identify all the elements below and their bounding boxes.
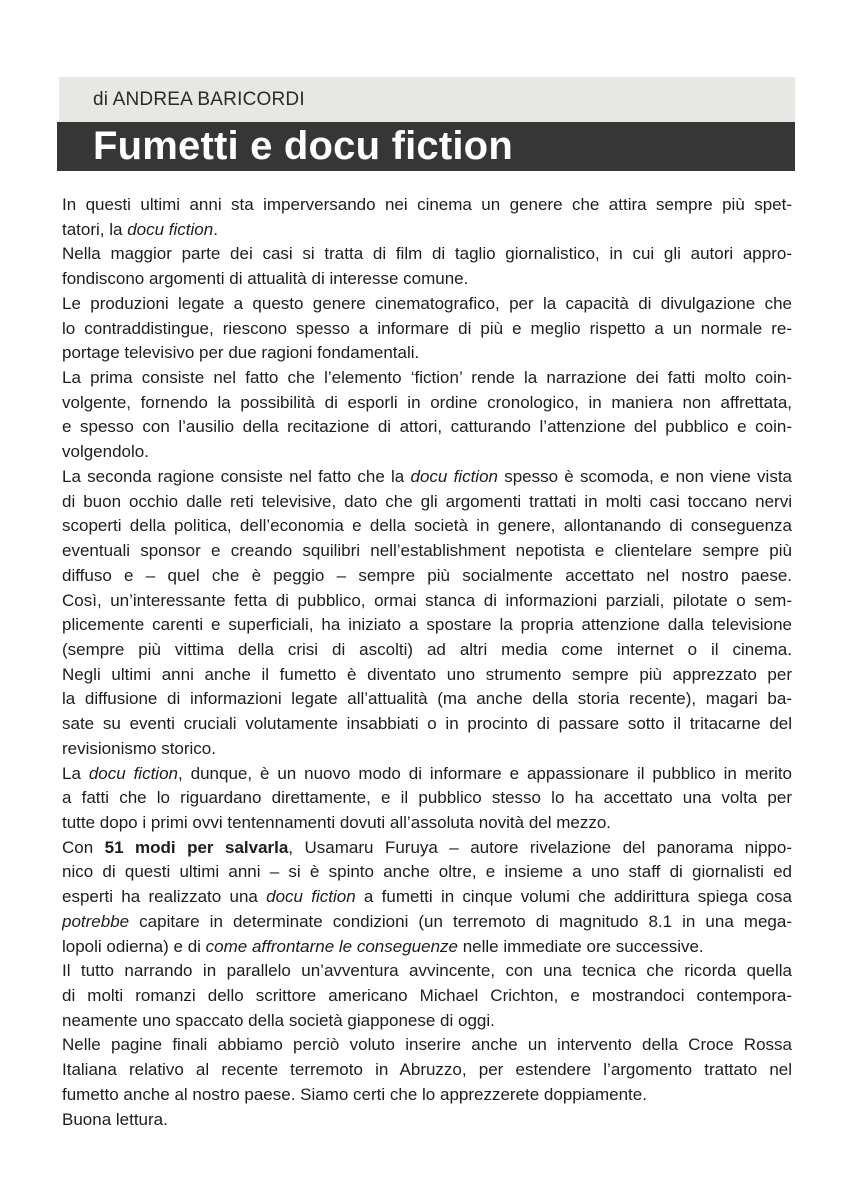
- text-line: tatori, la docu fiction.: [62, 219, 218, 239]
- text-line: lo contraddistingue, riescono spesso a informare di più e meglio rispetto a un normale re-: [62, 318, 792, 338]
- text-line: sate su eventi cruciali volutamente insabbiati o in procinto di passare sotto il tritacarne del: [62, 714, 792, 734]
- text-line: fondiscono argomenti di attualità di interesse comune.: [62, 269, 469, 289]
- text-line: volgente, fornendo la possibilità di esporli in ordine cronologico, in maniera non affrettata,: [62, 392, 792, 412]
- text-line: Con 51 modi per salvarla, Usamaru Furuya – autore rivelazione del panorama nippo-: [62, 837, 792, 857]
- page-title: Fumetti e docu fiction: [93, 124, 513, 168]
- text-line: scoperti della politica, dell’economia e della società in genere, allontanando di conseguenza: [62, 516, 792, 536]
- text-line: la diffusione di informazioni legate all’attualità (ma anche della storia recente), magari ba-: [62, 689, 792, 709]
- text-line: e spesso con l’ausilio della recitazione di attori, catturando l’attenzione del pubblico e coin-: [62, 417, 792, 437]
- text-line: Così, un’interessante fetta di pubblico, ormai stanca di informazioni parziali, pilotate o sem-: [62, 590, 792, 610]
- text-line: a fatti che lo riguardano direttamente, e il pubblico stesso lo ha accettato una volta per: [62, 788, 792, 808]
- text-line: Nelle pagine finali abbiamo perciò voluto inserire anche un intervento della Croce Rossa: [62, 1035, 792, 1055]
- text-line: Italiana relativo al recente terremoto in Abruzzo, per estendere l’argomento trattato nel: [62, 1060, 792, 1080]
- text-line: Nella maggior parte dei casi si tratta di film di taglio giornalistico, in cui gli autori appro-: [62, 244, 792, 264]
- title-bar: [57, 122, 795, 171]
- text-line: revisionismo storico.: [62, 738, 216, 758]
- text-line: esperti ha realizzato una docu fiction a fumetti in cinque volumi che addirittura spiega cosa: [62, 887, 792, 907]
- text-line: nico di questi ultimi anni – si è spinto anche oltre, e insieme a uno staff di giornalisti ed: [62, 862, 792, 882]
- text-line: volgendolo.: [62, 442, 149, 462]
- text-line: diffuso e – quel che è peggio – sempre più socialmente accettato nel nostro paese.: [62, 565, 792, 585]
- text-line: La prima consiste nel fatto che l’elemento ‘fiction’ rende la narrazione dei fatti molto coin-: [62, 368, 792, 388]
- text-line: plicemente carenti e superficiali, ha iniziato a spostare la propria attenzione dalla televisione: [62, 615, 792, 635]
- text-line: di buon occhio dalle reti televisive, dato che gli argomenti trattati in molti casi toccano nervi: [62, 491, 792, 511]
- text-line: Il tutto narrando in parallelo un’avventura avvincente, con una tecnica che ricorda quella: [62, 961, 792, 981]
- text-line: neamente uno spaccato della società giapponese di oggi.: [62, 1010, 495, 1030]
- text-line: Buona lettura.: [62, 1109, 168, 1129]
- text-line: potrebbe capitare in determinate condizioni (un terremoto di magnitudo 8.1 in una mega-: [62, 911, 792, 931]
- text-line: Negli ultimi anni anche il fumetto è diventato uno strumento sempre più apprezzato per: [62, 664, 792, 684]
- text-line: di molti romanzi dello scrittore americano Michael Crichton, e mostrandoci contempora-: [62, 986, 792, 1005]
- author-byline: di ANDREA BARICORDI: [93, 88, 305, 110]
- text-line: tutte dopo i primi ovvi tentennamenti dovuti all’assoluta novità del mezzo.: [62, 812, 612, 832]
- text-line: (sempre più vittima della crisi di ascolti) ad altri media come internet o il cinema.: [62, 639, 792, 659]
- text-line: La docu fiction, dunque, è un nuovo modo di informare e appassionare il pubblico in merito: [62, 763, 792, 783]
- text-line: Le produzioni legate a questo genere cinematografico, per la capacità di divulgazione che: [62, 293, 792, 313]
- text-line: lopoli odierna) e di come affrontarne le conseguenze nelle immediate ore successive.: [62, 936, 704, 956]
- text-line: fumetto anche al nostro paese. Siamo certi che lo apprezzerete doppiamente.: [62, 1084, 647, 1104]
- text-line: eventuali sponsor e creando squilibri nell’establishment nepotista e clientelare sempre più: [62, 541, 792, 561]
- text-line: La seconda ragione consiste nel fatto che la docu fiction spesso è scomoda, e non viene vista: [62, 466, 792, 486]
- article-body: [62, 193, 792, 1132]
- text-line: In questi ultimi anni sta imperversando nei cinema un genere che attira sempre più spet-: [62, 195, 792, 214]
- text-line: portage televisivo per due ragioni fondamentali.: [62, 343, 420, 363]
- author-bar: [59, 77, 795, 122]
